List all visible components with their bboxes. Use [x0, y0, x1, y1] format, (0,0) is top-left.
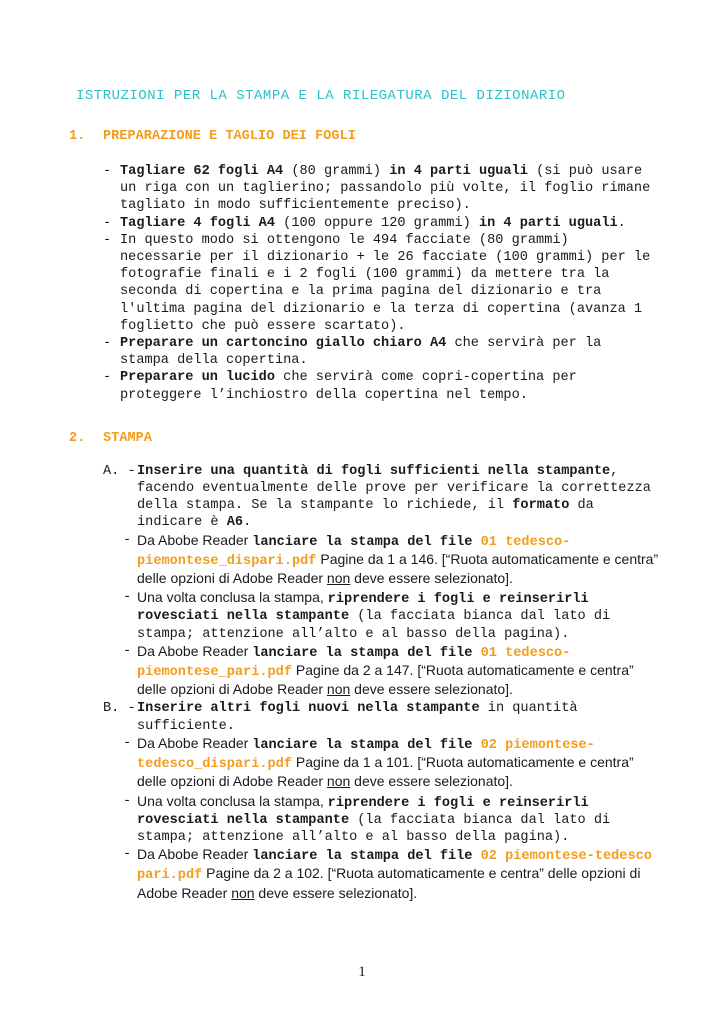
bold-text: riprendere i fogli e reinserirli rovesciati nella stampante	[137, 795, 589, 828]
list-item	[103, 335, 655, 369]
text: (la facciata bianca dal lato di stampa; attenzione all’alto e al basso della pagina).	[137, 812, 611, 845]
underlined-text: non	[326, 681, 351, 698]
file-name: 01 tedesco-piemontese_dispari.pdf	[137, 534, 571, 569]
text: Una volta conclusa la stampa,	[137, 792, 328, 809]
file-name: 02 piemontese-tedesco_dispari.pdf	[137, 737, 595, 773]
file-name: 01 tedesco-piemontese_pari.pdf	[137, 645, 571, 681]
section-heading-1	[69, 128, 724, 145]
underlined-text: non	[231, 884, 255, 901]
bold-text: Tagliare 62 fogli A4	[120, 164, 284, 179]
text: Da Abobe Reader	[137, 642, 253, 659]
section-number: 2.	[69, 430, 86, 446]
bold-text: lanciare la stampa del file	[252, 737, 481, 753]
text: che servirà come copri-copertina per proteggere l’inchiostro della copertina nel tempo.	[120, 370, 577, 403]
list-item	[123, 735, 659, 793]
bold-text: Inserire altri fogli nuovi nella stampante	[137, 701, 480, 717]
part-marker: B. -	[103, 701, 136, 717]
sub-steps	[123, 735, 659, 904]
text: in quantità sufficiente.	[137, 701, 578, 734]
section-title: STAMPA	[103, 430, 152, 446]
text: .	[243, 515, 252, 531]
bold-text: Preparare un cartoncino giallo chiaro A4	[120, 336, 447, 352]
part-intro	[137, 700, 659, 734]
text: .	[617, 215, 626, 231]
sub-steps	[123, 532, 659, 701]
underlined-text: non	[326, 570, 351, 587]
bold-text: A6	[226, 515, 244, 531]
list-item-part-a	[103, 463, 659, 701]
list-item	[123, 532, 659, 590]
list-item	[103, 369, 655, 403]
text: Da Abobe Reader	[137, 846, 253, 863]
section-title: PREPARAZIONE E TAGLIO DEI FOGLI	[103, 129, 356, 144]
text: Pagine da 1 a 146. [“Ruota automaticamente e centra” delle opzioni di Adobe Reader	[137, 550, 659, 587]
document-title: ISTRUZIONI PER LA STAMPA E LA RILEGATURA DEL DIZIONARIO	[76, 88, 566, 104]
bold-text: formato	[512, 498, 570, 514]
text: , facendo eventualmente delle prove per verificare la correttezza della stampa. Se la stampante lo richiede, il	[137, 463, 651, 514]
part-intro	[137, 463, 659, 532]
text: (100 oppure 120 grammi)	[275, 215, 479, 231]
list-item	[123, 846, 659, 904]
text: deve essere selezionato].	[254, 884, 418, 901]
file-name: 02 piemontese-tedesco pari.pdf	[137, 849, 652, 884]
list-item-part-b	[103, 700, 659, 903]
text: da indicare è	[137, 498, 594, 531]
list-item	[123, 643, 659, 701]
section-heading-2	[69, 430, 724, 447]
bold-text: Tagliare 4 fogli A4	[120, 215, 275, 231]
text: Pagine da 2 a 102. [“Ruota automaticamente e centra” delle opzioni di Adobe Reader	[137, 865, 641, 901]
list-item	[103, 232, 655, 335]
text: (80 grammi)	[283, 164, 390, 179]
underlined-text: non	[326, 773, 351, 790]
print-steps-list	[103, 463, 659, 904]
text: (si può usare un riga con un taglierino; passandolo più volte, il foglio rimane tagliato in modo sufficientemente preciso).	[120, 164, 651, 214]
list-item	[123, 793, 659, 847]
list-item	[123, 589, 659, 643]
page-number: 1	[358, 964, 366, 980]
text: deve essere selezionato].	[350, 773, 513, 790]
section-number: 1.	[69, 129, 86, 144]
text: (la facciata bianca dal lato di stampa; attenzione all’alto e al basso della pagina).	[137, 609, 611, 642]
bold-text: in 4 parti uguali	[478, 215, 618, 231]
text: Pagine da 1 a 101. [“Ruota automaticamente e centra” delle opzioni di Adobe Reader	[137, 754, 634, 790]
list-item	[103, 163, 655, 215]
text: che servirà per la stampa della copertina.	[120, 336, 602, 369]
text: Pagine da 2 a 147. [“Ruota automaticamente e centra” delle opzioni di Adobe Reader	[137, 662, 634, 698]
text: deve essere selezionato].	[350, 681, 513, 698]
text: Una volta conclusa la stampa,	[137, 589, 328, 606]
text: Da Abobe Reader	[137, 734, 253, 751]
bold-text: lanciare la stampa del file	[252, 645, 481, 661]
list-item	[103, 215, 655, 232]
bold-text: Preparare un lucido	[120, 370, 275, 386]
bold-text: lanciare la stampa del file	[252, 849, 481, 865]
bold-text: in 4 parti uguali	[389, 164, 528, 179]
bold-text: lanciare la stampa del file	[252, 534, 481, 550]
text: Da Abobe Reader	[137, 531, 253, 548]
bold-text: Inserire una quantità di fogli sufficienti nella stampante	[137, 463, 611, 479]
text: In questo modo si ottengono le 494 facciate (80 grammi) necessarie per il dizionario + le 26 facciate (100 grammi) per le fotografie finali e i 2 fogli (100 grammi) da mettere tra la seconda di copertina e la prima pagina del dizionario e tra l'ultima pagina del dizionario e la terza di copertina (avanza 1 foglietto che può essere scartato).	[120, 232, 651, 334]
preparation-list	[103, 163, 655, 404]
part-marker: A. -	[103, 463, 136, 479]
text: deve essere selezionato].	[350, 570, 513, 587]
bold-text: riprendere i fogli e reinserirli rovesciati nella stampante	[137, 592, 589, 625]
